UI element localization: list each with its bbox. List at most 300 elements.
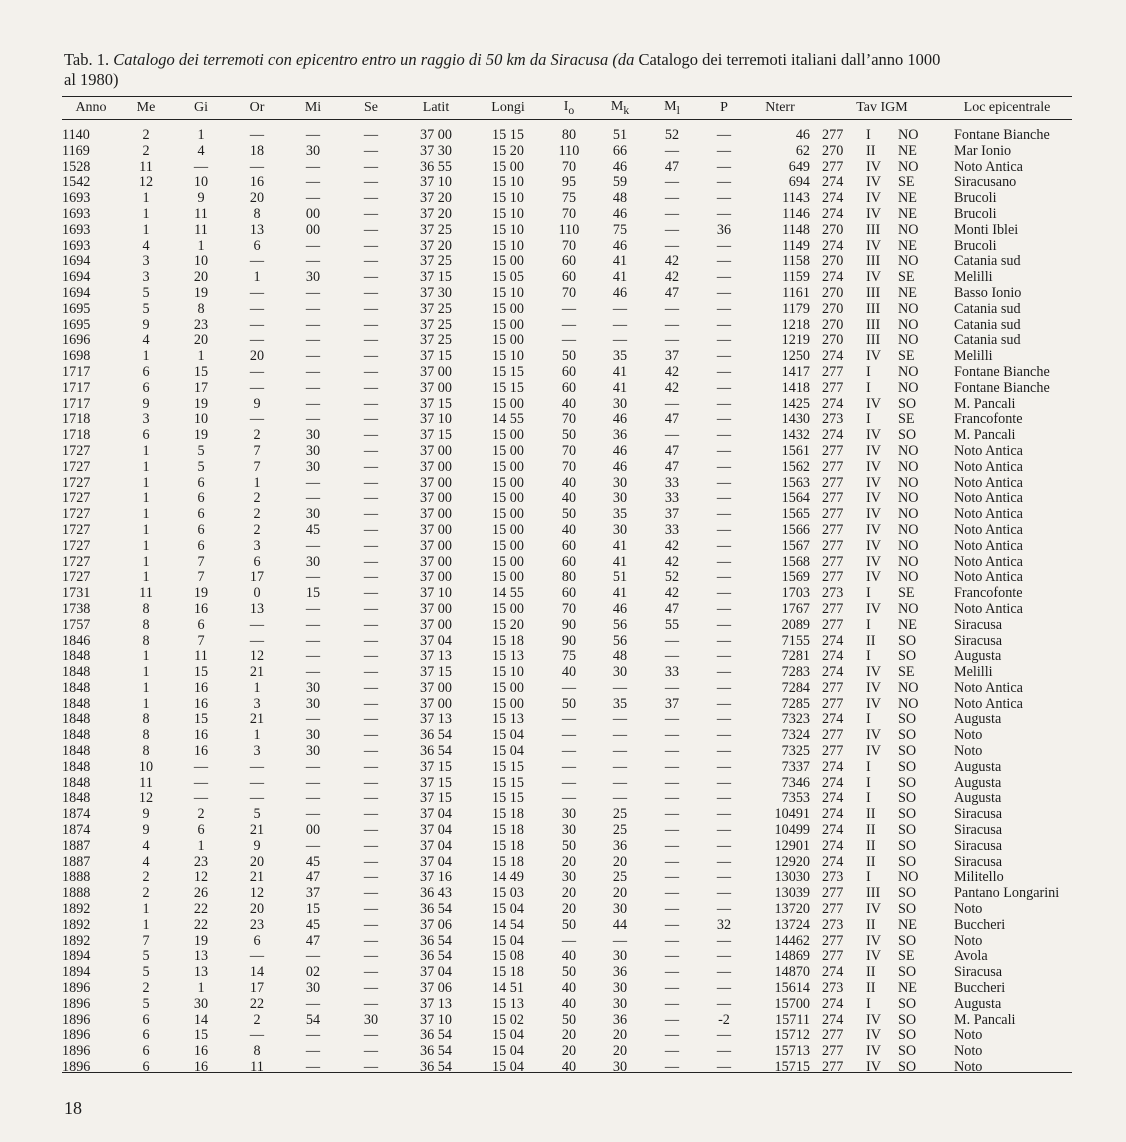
cell-nterr: 1568	[781, 553, 810, 570]
cell-nterr: 1417	[781, 363, 810, 380]
cell-secondo: —	[363, 885, 379, 902]
cell-tav-foglio: 270	[822, 142, 844, 159]
cell-longitudine: 15 05	[492, 269, 524, 286]
cell-mese: 8	[142, 743, 150, 760]
table-row	[62, 491, 1072, 507]
cell-p: —	[716, 822, 732, 839]
cell-intensita: —	[561, 743, 577, 760]
cell-tav-foglio: 277	[822, 727, 844, 744]
cell-ora: 8	[253, 1043, 261, 1060]
cell-latitudine: 37 00	[420, 553, 452, 570]
cell-intensita: 40	[561, 664, 577, 681]
cell-tav-foglio: 277	[822, 616, 844, 633]
cell-ml: 42	[664, 363, 680, 380]
cell-nterr: 10491	[774, 806, 810, 823]
cell-localita: Siracusa	[954, 837, 1003, 854]
cell-secondo: —	[363, 1059, 379, 1076]
cell-localita: Siracusa	[954, 806, 1003, 823]
cell-nterr: 1564	[781, 490, 810, 507]
cell-ora: 9	[253, 837, 261, 854]
col-ml-sub: l	[676, 103, 680, 117]
cell-secondo: —	[363, 205, 379, 222]
cell-tav-orientamento: SO	[898, 1027, 917, 1044]
cell-secondo: —	[363, 869, 379, 886]
cell-localita: Noto Antica	[954, 537, 1023, 554]
cell-latitudine: 37 00	[420, 363, 452, 380]
cell-minuto: —	[305, 363, 321, 380]
cell-minuto: 30	[305, 743, 321, 760]
cell-tav-foglio: 277	[822, 695, 844, 712]
cell-tav-quadrante: II	[866, 806, 876, 823]
cell-tav-quadrante: III	[866, 316, 881, 333]
cell-longitudine: 15 04	[492, 743, 524, 760]
cell-anno: 1693	[62, 190, 91, 207]
cell-tav-quadrante: IV	[866, 727, 881, 744]
cell-localita: Augusta	[954, 648, 1002, 665]
cell-anno: 1727	[62, 442, 91, 459]
cell-tav-quadrante: IV	[866, 679, 881, 696]
cell-ml: —	[664, 822, 680, 839]
cell-mese: 2	[142, 142, 150, 159]
cell-mk: 46	[612, 600, 628, 617]
cell-tav-orientamento: SO	[898, 901, 917, 918]
cell-p: —	[716, 743, 732, 760]
table-row	[62, 934, 1072, 950]
cell-tav-quadrante: IV	[866, 1059, 881, 1076]
cell-intensita: 50	[561, 695, 577, 712]
cell-nterr: 15715	[774, 1059, 810, 1076]
cell-intensita: 20	[561, 885, 577, 902]
cell-ml: 42	[664, 585, 680, 602]
caption-line2: al 1980)	[64, 70, 119, 89]
cell-tav-orientamento: SE	[898, 174, 915, 191]
cell-mk: 46	[612, 237, 628, 254]
cell-latitudine: 37 00	[420, 679, 452, 696]
cell-ora: 12	[249, 648, 265, 665]
cell-ml: —	[664, 948, 680, 965]
cell-ora: 5	[253, 806, 261, 823]
cell-tav-foglio: 274	[822, 806, 844, 823]
cell-ora: 3	[253, 537, 261, 554]
cell-minuto: —	[305, 127, 321, 143]
cell-p: —	[716, 964, 732, 981]
cell-localita: Buccheri	[954, 916, 1006, 933]
cell-giorno: 10	[193, 411, 209, 428]
cell-mk: 46	[612, 158, 628, 175]
cell-longitudine: 15 00	[492, 474, 524, 491]
cell-minuto: 45	[305, 853, 321, 870]
cell-tav-quadrante: IV	[866, 1027, 881, 1044]
cell-mk: 41	[612, 363, 628, 380]
table-row	[62, 1013, 1072, 1029]
cell-tav-foglio: 277	[822, 521, 844, 538]
cell-ml: 33	[664, 664, 680, 681]
cell-giorno: 22	[193, 901, 209, 918]
cell-ml: —	[664, 727, 680, 744]
cell-anno: 1874	[62, 822, 91, 839]
cell-tav-foglio: 274	[822, 174, 844, 191]
cell-minuto: 30	[305, 442, 321, 459]
cell-latitudine: 37 04	[420, 964, 452, 981]
table-row	[62, 365, 1072, 381]
cell-minuto: —	[305, 758, 321, 775]
cell-secondo: —	[363, 190, 379, 207]
table-row	[62, 697, 1072, 713]
cell-anno: 1892	[62, 916, 91, 933]
cell-minuto: 47	[305, 869, 321, 886]
cell-tav-orientamento: NO	[898, 537, 919, 554]
cell-longitudine: 15 00	[492, 427, 524, 444]
cell-anno: 1892	[62, 901, 91, 918]
cell-mk: 25	[612, 869, 628, 886]
table-row	[62, 302, 1072, 318]
table-row	[62, 207, 1072, 223]
cell-localita: Brucoli	[954, 237, 997, 254]
cell-ml: —	[664, 774, 680, 791]
cell-intensita: 80	[561, 127, 577, 143]
table-row	[62, 602, 1072, 618]
cell-p: —	[716, 806, 732, 823]
cell-latitudine: 37 04	[420, 632, 452, 649]
cell-ora: 2	[253, 490, 261, 507]
cell-longitudine: 15 15	[492, 758, 524, 775]
cell-mk: 20	[612, 1027, 628, 1044]
cell-longitudine: 15 00	[492, 458, 524, 475]
cell-giorno: 5	[197, 442, 205, 459]
cell-latitudine: 37 15	[420, 774, 452, 791]
cell-intensita: —	[561, 679, 577, 696]
cell-nterr: 1161	[782, 284, 810, 301]
cell-anno: 1896	[62, 1027, 91, 1044]
cell-tav-quadrante: IV	[866, 1011, 881, 1028]
cell-secondo: —	[363, 221, 379, 238]
cell-localita: Noto	[954, 932, 983, 949]
cell-tav-quadrante: IV	[866, 743, 881, 760]
table-row	[62, 776, 1072, 792]
cell-p: —	[716, 585, 732, 602]
cell-longitudine: 15 02	[492, 1011, 524, 1028]
cell-tav-quadrante: II	[866, 964, 876, 981]
cell-intensita: 75	[561, 648, 577, 665]
cell-ora: —	[249, 127, 265, 143]
cell-tav-foglio: 277	[822, 474, 844, 491]
cell-ora: 22	[249, 995, 265, 1012]
cell-minuto: 30	[305, 427, 321, 444]
cell-intensita: 50	[561, 348, 577, 365]
cell-mese: 8	[142, 616, 150, 633]
cell-ml: —	[664, 743, 680, 760]
cell-anno: 1896	[62, 980, 91, 997]
cell-intensita: 30	[561, 822, 577, 839]
table-row	[62, 444, 1072, 460]
cell-mese: 9	[142, 395, 150, 412]
cell-giorno: 6	[197, 490, 205, 507]
cell-ora: 20	[249, 348, 265, 365]
cell-anno: 1727	[62, 458, 91, 475]
cell-tav-orientamento: SO	[898, 806, 917, 823]
cell-mk: 46	[612, 442, 628, 459]
cell-p: —	[716, 474, 732, 491]
cell-nterr: 12920	[774, 853, 810, 870]
cell-tav-quadrante: IV	[866, 506, 881, 523]
cell-tav-orientamento: SO	[898, 932, 917, 949]
cell-p: —	[716, 632, 732, 649]
cell-latitudine: 37 20	[420, 205, 452, 222]
cell-tav-foglio: 277	[822, 537, 844, 554]
cell-tav-quadrante: IV	[866, 490, 881, 507]
cell-mk: —	[612, 332, 628, 349]
table-row	[62, 649, 1072, 665]
cell-ml: —	[664, 316, 680, 333]
cell-mese: 1	[142, 205, 150, 222]
cell-tav-quadrante: III	[866, 300, 881, 317]
cell-latitudine: 37 00	[420, 537, 452, 554]
cell-longitudine: 15 00	[492, 332, 524, 349]
cell-p: —	[716, 348, 732, 365]
cell-tav-orientamento: SO	[898, 1043, 917, 1060]
cell-intensita: 40	[561, 521, 577, 538]
cell-mese: 3	[142, 269, 150, 286]
cell-localita: Augusta	[954, 790, 1002, 807]
cell-anno: 1727	[62, 506, 91, 523]
cell-ml: —	[664, 916, 680, 933]
cell-intensita: 60	[561, 585, 577, 602]
cell-intensita: 60	[561, 537, 577, 554]
cell-nterr: 7285	[781, 695, 810, 712]
cell-p: —	[716, 980, 732, 997]
cell-secondo: —	[363, 600, 379, 617]
cell-localita: Noto	[954, 1059, 983, 1076]
cell-tav-orientamento: NE	[898, 237, 917, 254]
cell-nterr: 12901	[774, 837, 810, 854]
cell-ora: 1	[253, 269, 261, 286]
col-me: Me	[136, 100, 156, 115]
cell-localita: Noto	[954, 727, 983, 744]
cell-nterr: 14462	[774, 932, 810, 949]
cell-ora: 21	[249, 869, 265, 886]
cell-giorno: 6	[197, 537, 205, 554]
col-mk-main: M	[610, 99, 624, 115]
cell-minuto: —	[305, 600, 321, 617]
cell-ora: 2	[253, 521, 261, 538]
cell-tav-quadrante: IV	[866, 158, 881, 175]
cell-longitudine: 15 15	[492, 379, 524, 396]
cell-mese: 6	[142, 363, 150, 380]
cell-localita: Brucoli	[954, 190, 997, 207]
cell-anno: 1887	[62, 853, 91, 870]
cell-giorno: 19	[193, 585, 209, 602]
cell-localita: Basso Ionio	[954, 284, 1022, 301]
cell-tav-quadrante: I	[866, 411, 871, 428]
cell-secondo: —	[363, 616, 379, 633]
cell-ora: —	[249, 284, 265, 301]
cell-ml: —	[664, 648, 680, 665]
cell-p: —	[716, 237, 732, 254]
cell-tav-foglio: 270	[822, 284, 844, 301]
cell-p: —	[716, 695, 732, 712]
cell-latitudine: 37 30	[420, 284, 452, 301]
cell-p: —	[716, 727, 732, 744]
cell-tav-foglio: 277	[822, 1027, 844, 1044]
cell-localita: Fontane Bianche	[954, 379, 1050, 396]
cell-nterr: 1430	[781, 411, 810, 428]
cell-localita: Melilli	[954, 664, 993, 681]
cell-nterr: 1218	[781, 316, 810, 333]
cell-tav-foglio: 274	[822, 395, 844, 412]
cell-localita: Noto Antica	[954, 442, 1023, 459]
cell-secondo: —	[363, 948, 379, 965]
cell-mk: —	[612, 932, 628, 949]
cell-mk: 20	[612, 1043, 628, 1060]
cell-minuto: —	[305, 237, 321, 254]
cell-latitudine: 37 00	[420, 442, 452, 459]
cell-mese: 6	[142, 1027, 150, 1044]
cell-intensita: —	[561, 932, 577, 949]
cell-mese: 2	[142, 127, 150, 143]
col-or: Or	[249, 100, 265, 115]
cell-longitudine: 15 00	[492, 679, 524, 696]
cell-secondo: —	[363, 553, 379, 570]
cell-anno: 1542	[62, 174, 91, 191]
cell-ml: 52	[664, 127, 680, 143]
cell-secondo: —	[363, 427, 379, 444]
cell-mk: —	[612, 300, 628, 317]
cell-secondo: —	[363, 790, 379, 807]
table-row	[62, 665, 1072, 681]
cell-longitudine: 15 10	[492, 348, 524, 365]
cell-tav-orientamento: SO	[898, 427, 917, 444]
cell-minuto: —	[305, 332, 321, 349]
table-row	[62, 681, 1072, 697]
cell-ora: —	[249, 158, 265, 175]
cell-nterr: 62	[795, 142, 810, 159]
cell-mk: 41	[612, 253, 628, 270]
cell-tav-orientamento: SO	[898, 995, 917, 1012]
cell-anno: 1693	[62, 205, 91, 222]
cell-tav-orientamento: NO	[898, 695, 919, 712]
cell-mk: 30	[612, 664, 628, 681]
cell-p: —	[716, 411, 732, 428]
cell-localita: Augusta	[954, 774, 1002, 791]
col-io-sub: o	[568, 103, 575, 117]
cell-anno: 1727	[62, 521, 91, 538]
cell-tav-quadrante: IV	[866, 427, 881, 444]
cell-tav-orientamento: SE	[898, 585, 915, 602]
cell-longitudine: 14 51	[492, 980, 524, 997]
cell-longitudine: 15 20	[492, 142, 524, 159]
cell-ora: 6	[253, 237, 261, 254]
cell-tav-foglio: 270	[822, 221, 844, 238]
cell-mese: 5	[142, 995, 150, 1012]
cell-tav-quadrante: IV	[866, 537, 881, 554]
cell-giorno: 11	[194, 648, 208, 665]
cell-nterr: 7324	[781, 727, 810, 744]
cell-ora: 23	[249, 916, 265, 933]
cell-tav-quadrante: III	[866, 284, 881, 301]
cell-ml: 47	[664, 600, 680, 617]
cell-localita: Noto Antica	[954, 695, 1023, 712]
cell-minuto: 30	[305, 506, 321, 523]
cell-localita: Catania sud	[954, 253, 1021, 270]
cell-mese: 5	[142, 964, 150, 981]
cell-longitudine: 15 00	[492, 553, 524, 570]
table-row	[62, 254, 1072, 270]
cell-mk: 44	[612, 916, 628, 933]
cell-anno: 1888	[62, 885, 91, 902]
cell-intensita: 60	[561, 379, 577, 396]
cell-nterr: 1425	[781, 395, 810, 412]
cell-tav-orientamento: SO	[898, 822, 917, 839]
header-row	[62, 98, 1072, 118]
cell-nterr: 7283	[781, 664, 810, 681]
cell-anno: 1727	[62, 553, 91, 570]
cell-anno: 1717	[62, 379, 91, 396]
cell-giorno: 16	[193, 727, 209, 744]
cell-mk: 30	[612, 995, 628, 1012]
cell-ora: 17	[249, 569, 265, 586]
cell-intensita: 80	[561, 569, 577, 586]
cell-latitudine: 36 54	[420, 1059, 452, 1076]
cell-anno: 1696	[62, 332, 91, 349]
cell-intensita: 40	[561, 995, 577, 1012]
cell-tav-quadrante: I	[866, 790, 871, 807]
cell-secondo: —	[363, 585, 379, 602]
cell-p: —	[716, 284, 732, 301]
cell-tav-orientamento: NO	[898, 127, 919, 143]
cell-latitudine: 37 00	[420, 600, 452, 617]
cell-anno: 1140	[62, 127, 90, 143]
table-row	[62, 586, 1072, 602]
cell-giorno: 15	[193, 363, 209, 380]
cell-p: —	[716, 569, 732, 586]
cell-nterr: 7155	[781, 632, 810, 649]
cell-tav-orientamento: NO	[898, 253, 919, 270]
cell-mese: 11	[139, 774, 153, 791]
cell-localita: Mar Ionio	[954, 142, 1012, 159]
cell-secondo: —	[363, 458, 379, 475]
table-row	[62, 412, 1072, 428]
cell-p: —	[716, 158, 732, 175]
cell-tav-foglio: 277	[822, 600, 844, 617]
cell-nterr: 1703	[781, 585, 810, 602]
cell-minuto: —	[305, 948, 321, 965]
cell-ml: 33	[664, 490, 680, 507]
cell-latitudine: 37 25	[420, 332, 452, 349]
cell-latitudine: 37 00	[420, 521, 452, 538]
cell-ora: 16	[249, 174, 265, 191]
cell-anno: 1169	[62, 142, 90, 159]
cell-tav-quadrante: IV	[866, 695, 881, 712]
cell-latitudine: 37 06	[420, 916, 452, 933]
cell-anno: 1717	[62, 363, 91, 380]
cell-nterr: 7281	[781, 648, 810, 665]
col-gi: Gi	[194, 100, 208, 115]
cell-anno: 1894	[62, 948, 91, 965]
cell-mese: 8	[142, 727, 150, 744]
cell-anno: 1848	[62, 758, 91, 775]
cell-ml: —	[664, 964, 680, 981]
cell-secondo: —	[363, 711, 379, 728]
cell-anno: 1896	[62, 1011, 91, 1028]
cell-tav-orientamento: NO	[898, 553, 919, 570]
cell-tav-orientamento: SO	[898, 758, 917, 775]
cell-tav-quadrante: II	[866, 837, 876, 854]
cell-longitudine: 15 00	[492, 316, 524, 333]
cell-mese: 2	[142, 980, 150, 997]
cell-giorno: 30	[193, 995, 209, 1012]
cell-longitudine: 15 18	[492, 806, 524, 823]
cell-ml: —	[664, 885, 680, 902]
